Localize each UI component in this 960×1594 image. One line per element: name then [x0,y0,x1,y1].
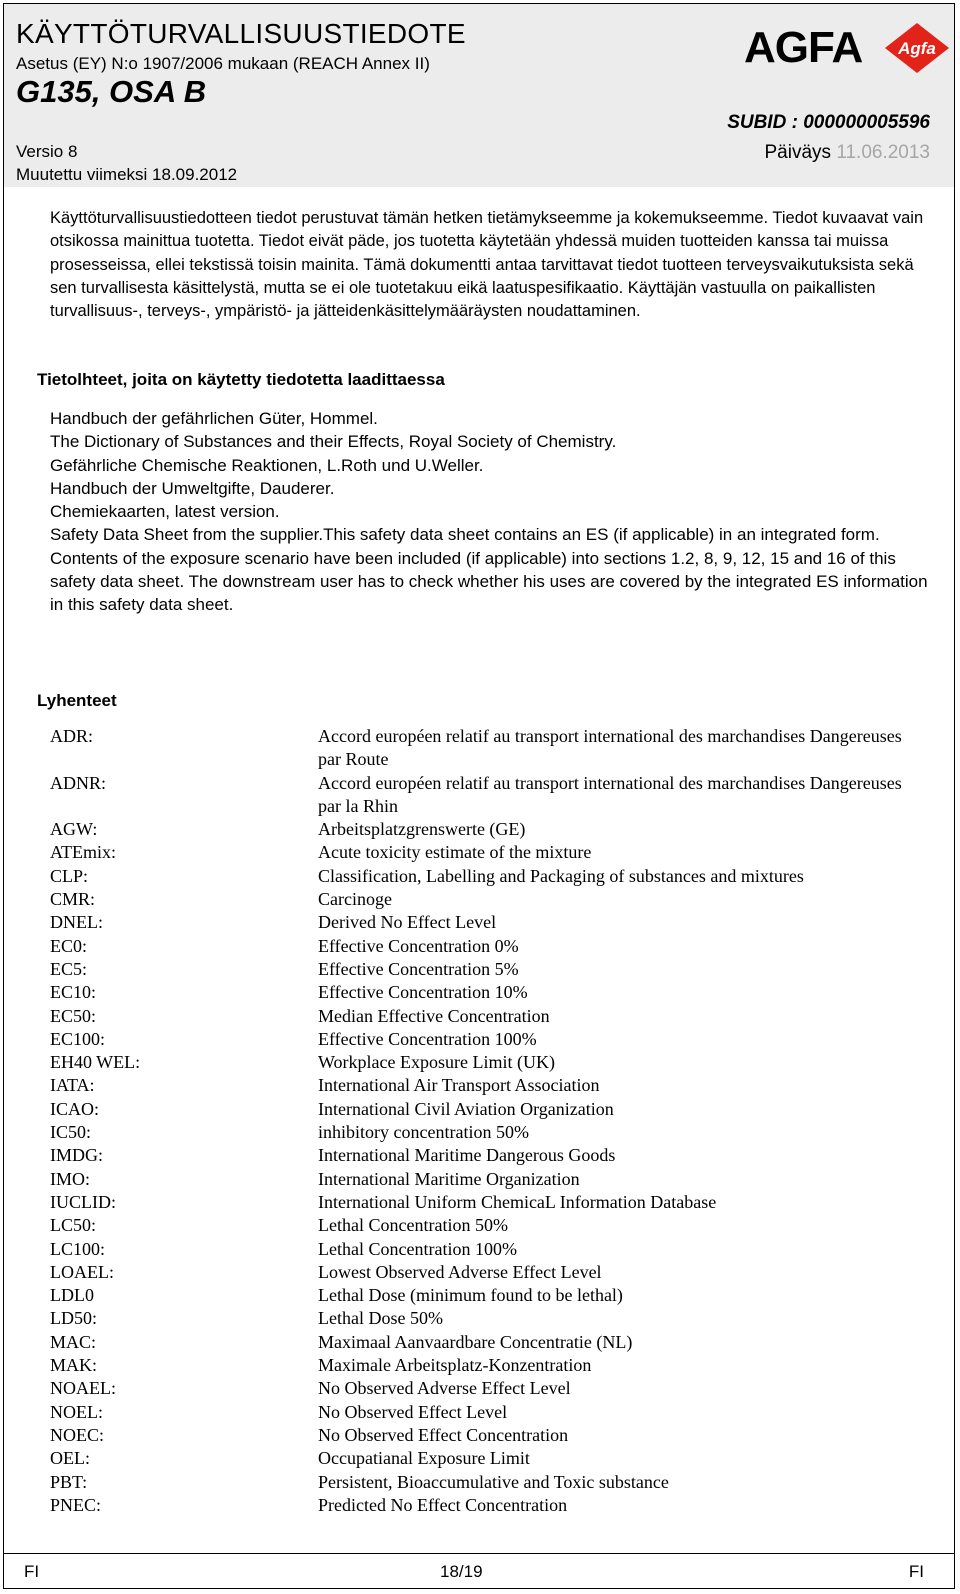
abbreviation-row [50,1238,920,1261]
abbreviations-list [50,725,920,1517]
abbreviation-definition: Lethal Dose 50% [318,1308,443,1329]
abbreviation-row [50,1028,920,1051]
abbreviation-definition: Carcinoge [318,889,392,910]
abbreviation-row [50,888,920,911]
abbreviation-definition: Derived No Effect Level [318,912,497,933]
abbreviation-term: LD50: [50,1308,97,1329]
abbreviation-row [50,1005,920,1028]
abbreviation-definition: Accord européen relatif au transport international des marchandises Dangereuses par Route [318,726,902,770]
abbreviation-row [50,1494,920,1517]
abbreviation-definition: Maximale Arbeitsplatz-Konzentration [318,1355,592,1376]
abbreviation-row [50,1098,920,1121]
abbreviation-term: EC10: [50,982,97,1003]
abbreviation-row [50,772,920,819]
abbreviation-row [50,1447,920,1470]
abbreviation-term: LC100: [50,1238,106,1259]
abbreviation-term: MAK: [50,1355,98,1376]
abbreviation-definition: Effective Concentration 100% [318,1028,537,1049]
abbreviation-definition: Workplace Exposure Limit (UK) [318,1052,555,1073]
footer-country-left: FI [24,1562,40,1581]
abbreviation-definition: Predicted No Effect Concentration [318,1494,568,1515]
agfa-logo [744,22,954,74]
abbreviation-row [50,1471,920,1494]
abbreviation-term: NOAEL: [50,1378,116,1399]
abbreviation-term: LOAEL: [50,1261,114,1282]
abbreviation-term: IMDG: [50,1145,103,1166]
abbreviation-definition: No Observed Effect Level [318,1401,508,1422]
abbreviation-row [50,1401,920,1424]
product-name: G135, OSA B [16,74,207,109]
abbreviation-row [50,1331,920,1354]
abbreviation-definition: International Uniform ChemicaL Information Database [318,1191,717,1212]
abbreviation-term: ICAO: [50,1098,99,1119]
abbreviation-row [50,1074,920,1097]
abbreviation-definition: Lethal Concentration 50% [318,1215,508,1236]
abbreviation-definition: International Air Transport Association [318,1075,600,1096]
abbreviation-row [50,1144,920,1167]
abbreviation-definition: inhibitory concentration 50% [318,1122,529,1143]
abbreviation-row [50,1261,920,1284]
abbreviation-term: EC100: [50,1028,106,1049]
agfa-badge-icon [884,22,950,74]
abbreviation-row [50,1214,920,1237]
abbreviation-definition: Classification, Labelling and Packaging of substances and mixtures [318,865,804,886]
abbreviation-row [50,911,920,934]
abbreviation-term: IC50: [50,1122,92,1143]
abbreviation-definition: No Observed Effect Concentration [318,1424,569,1445]
abbreviation-term: NOEL: [50,1401,103,1422]
abbreviation-term: LC50: [50,1215,97,1236]
source-item: Handbuch der gefährlichen Güter, Hommel. [50,409,378,428]
abbreviation-term: CLP: [50,865,89,886]
abbreviation-term: ADNR: [50,772,107,793]
issue-date [765,142,931,164]
abbreviation-term: EC0: [50,935,88,956]
abbreviation-definition: Effective Concentration 10% [318,982,528,1003]
abbreviation-row [50,1307,920,1330]
source-item: Safety Data Sheet from the supplier.This safety data sheet contains an ES (if applicable) in an integrated form. [50,525,880,545]
abbreviation-definition: Persistent, Bioaccumulative and Toxic substance [318,1471,669,1492]
abbreviation-definition: Lowest Observed Adverse Effect Level [318,1261,602,1282]
abbreviation-row [50,841,920,864]
intro-paragraph: Käyttöturvallisuustiedotteen tiedot perustuvat tämän hetken tietämykseemme ja kokemukseemme. Tiedot kuvaavat vain otsikossa mainittua tuotetta. Tiedot eivät päde, jos tuotetta käytetään yhdessä muiden tuotteiden kanssa tai muissa prosesseissa, ellei tekstissä toisin mainita. Tämä dokumentti antaa tarvittavat tiedot tuotteen terveysvaikutuksista sekä sen turvallisesta käsittelystä, mutta se ei ole tuotetakuu eikä laatuspesifikaatio. Käyttäjän vastuulla on paikallisten turvallisuus-, terveys-, ympäristö- ja jätteidenkäsittelymääräysten noudattaminen. [50,209,924,321]
abbreviation-term: DNEL: [50,912,103,933]
abbreviation-row [50,725,920,772]
badge-text: Agfa [898,39,936,58]
abbreviation-definition: No Observed Adverse Effect Level [318,1378,571,1399]
abbreviation-row [50,981,920,1004]
source-item: Gefährliche Chemische Reaktionen, L.Roth und U.Weller. [50,455,484,475]
abbreviation-row [50,1191,920,1214]
abbreviation-definition: Acute toxicity estimate of the mixture [318,842,592,863]
abbreviation-row [50,1424,920,1447]
abbreviation-term: ADR: [50,726,94,746]
abbreviation-term: LDL0 [50,1285,94,1306]
abbreviation-term: CMR: [50,889,96,910]
abbreviation-definition: Arbeitsplatzgrenswerte (GE) [318,819,526,840]
version: Versio 8 [16,142,78,161]
page-footer [4,1553,954,1589]
logo-wordmark: AGFA [744,23,863,72]
date-value: 11.06.2013 [836,142,930,163]
source-item: The Dictionary of Substances and their Effects, Royal Society of Chemistry. [50,432,617,452]
source-item: Contents of the exposure scenario have been included (if applicable) into sections 1.2, 8, 9, 12, 15 and 16 of this safety data sheet. The downstream user has to check whether his uses are covered by the integrated ES information in this safety data sheet. [50,548,928,615]
abbreviation-term: EC50: [50,1005,97,1026]
page-number: 18/19 [440,1562,483,1581]
abbreviation-row [50,1168,920,1191]
abbreviation-row [50,1121,920,1144]
abbreviation-row [50,865,920,888]
abbreviation-term: IUCLID: [50,1191,116,1212]
document-title: KÄYTTÖTURVALLISUUSTIEDOTE [16,18,466,49]
abbreviation-definition: International Civil Aviation Organization [318,1098,614,1119]
date-label: Päiväys [764,142,837,163]
abbreviation-term: IATA: [50,1075,95,1096]
abbreviation-term: IMO: [50,1168,90,1189]
abbreviation-term: EH40 WEL: [50,1052,141,1073]
abbreviation-term: ATEmix: [50,842,116,863]
last-modified: Muutettu viimeksi 18.09.2012 [16,165,238,184]
regulation-line: Asetus (EY) N:o 1907/2006 mukaan (REACH Annex II) [16,54,430,73]
abbreviation-term: MAC: [50,1331,97,1352]
source-item: Handbuch der Umweltgifte, Dauderer. [50,478,335,498]
sources-heading: Tietolhteet, joita on käytetty tiedotetta laadittaessa [37,370,445,389]
abbreviation-row [50,935,920,958]
abbreviation-term: PBT: [50,1471,88,1492]
abbreviation-row [50,818,920,841]
abbreviation-row [50,1284,920,1307]
abbreviation-definition: International Maritime Organization [318,1168,580,1189]
abbreviations-heading: Lyhenteet [37,691,117,710]
abbreviation-definition: Lethal Dose (minimum found to be lethal) [318,1285,623,1306]
abbreviation-definition: International Maritime Dangerous Goods [318,1145,616,1166]
abbreviation-definition: Median Effective Concentration [318,1005,550,1026]
abbreviation-term: PNEC: [50,1494,102,1515]
footer-country-right: FI [908,1562,924,1581]
abbreviation-row [50,958,920,981]
abbreviation-row [50,1051,920,1074]
abbreviation-definition: Occupatianal Exposure Limit [318,1448,530,1469]
abbreviation-definition: Effective Concentration 5% [318,958,519,979]
source-item: Chemiekaarten, latest version. [50,502,280,522]
abbreviation-definition: Lethal Concentration 100% [318,1238,517,1259]
abbreviation-definition: Maximaal Aanvaardbare Concentratie (NL) [318,1331,633,1352]
subid: SUBID : 000000005596 [727,112,930,133]
abbreviation-row [50,1377,920,1400]
abbreviation-term: OEL: [50,1448,90,1469]
document-header [4,4,954,187]
abbreviation-term: EC5: [50,958,88,979]
abbreviation-definition: Effective Concentration 0% [318,935,519,956]
abbreviation-definition: Accord européen relatif au transport international des marchandises Dangereuses par la Rhin [318,772,902,816]
abbreviation-row [50,1354,920,1377]
abbreviation-term: AGW: [50,819,98,840]
sources-list [50,407,930,617]
abbreviation-term: NOEC: [50,1424,104,1445]
